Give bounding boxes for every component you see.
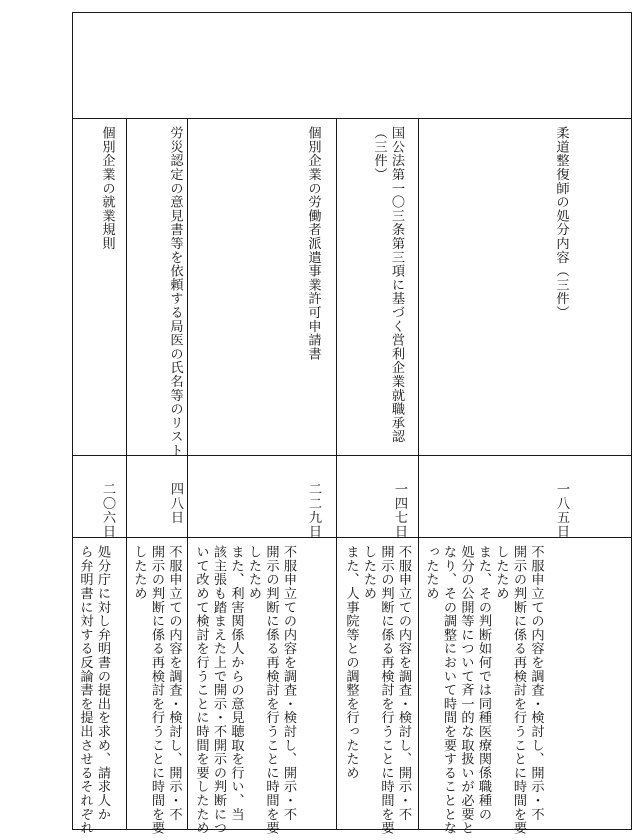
row-4-title: 労災認定の意見書等を依頼する局医の氏名等のリスト: [167, 126, 183, 458]
row-divider-3: [187, 118, 188, 830]
title-days-divider: [72, 455, 632, 456]
row-4-days: 四八日: [168, 482, 183, 525]
row-3-days: 二二九日: [306, 482, 321, 539]
row-3-title: 個別企業の労働者派遣事業許可申請書: [305, 126, 321, 361]
row-5-days: 二〇六日: [100, 482, 115, 539]
row-divider-4: [126, 118, 127, 830]
row-3-reason: 不服申立ての内容を調査・検討し、開示・不 開示の判断に係る再検討を行うことに時間を要 したため また、利害関係人からの意見聴取を行い、当 該主張も踏まえた上で開示・不開示の判断につ いて改めて検討を行うことに時間を要したため: [193, 545, 296, 835]
row-2-title: 国公法第一〇三条第三項に基づく営利企業就職承認 （三件）: [371, 126, 404, 444]
header-divider: [72, 118, 632, 119]
row-1-title: 柔道整復師の処分内容（三件）: [553, 126, 569, 320]
row-4-reason: 不服申立ての内容を調査・検討し、開示・不 開示の判断に係る再検討を行うことに時間を要 したため: [131, 545, 182, 835]
row-1-reason: 不服申立ての内容を調査・検討し、開示・不 開示の判断に係る再検討を行うことに時間を要 したため また、その判断如何では同種医療関係職種の 処分の公開等について斉一的な取扱いが必要と なり、その調整において時間を要することとな ったため: [423, 545, 544, 835]
row-5-reason: 処分庁に対し弁明書の提出を求め、請求人か ら弁明書に対する反論書を提出させるそれぞれ: [77, 545, 110, 835]
days-reason-divider: [72, 537, 632, 538]
row-2-days: 一四七日: [392, 482, 407, 539]
row-2-reason: 不服申立ての内容を調査・検討し、開示・不 開示の判断に係る再検討を行うことに時間を要 したため また、人事院等との調整を行ったため: [343, 545, 411, 835]
row-5-title: 個別企業の就業規則: [99, 126, 115, 251]
row-divider-1: [418, 118, 419, 830]
row-divider-2: [336, 118, 337, 830]
row-1-days: 一八五日: [554, 482, 569, 539]
